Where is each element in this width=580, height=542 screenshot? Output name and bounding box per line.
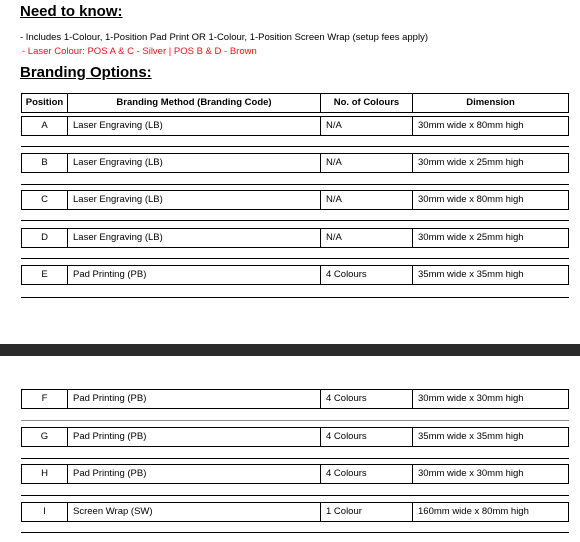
method-cell: Screen Wrap (SW) [67, 503, 320, 521]
column-header-colours: No. of Colours [320, 94, 412, 112]
colours-cell: 4 Colours [320, 465, 412, 483]
position-cell: I [21, 503, 67, 521]
table-row [21, 228, 569, 248]
table-row [21, 153, 569, 173]
dimension-cell: 35mm wide x 35mm high [412, 428, 569, 446]
dimension-cell: 30mm wide x 80mm high [412, 117, 569, 135]
colours-cell: 4 Colours [320, 428, 412, 446]
table-header-row [21, 93, 569, 113]
column-header-dimension: Dimension [412, 94, 569, 112]
table-row [21, 116, 569, 136]
method-cell: Pad Printing (PB) [67, 465, 320, 483]
colours-cell: N/A [320, 191, 412, 209]
colours-cell: 4 Colours [320, 390, 412, 408]
position-cell: E [21, 266, 67, 284]
dimension-cell: 30mm wide x 30mm high [412, 465, 569, 483]
colours-cell: 1 Colour [320, 503, 412, 521]
need-to-know-heading: Need to know: [20, 3, 123, 20]
colours-cell: N/A [320, 229, 412, 247]
colours-cell: N/A [320, 154, 412, 172]
method-cell: Laser Engraving (LB) [67, 117, 320, 135]
laser-colour-note: - Laser Colour: POS A & C - Silver | POS B & D - Brown [22, 46, 257, 57]
position-cell: C [21, 191, 67, 209]
dimension-cell: 30mm wide x 30mm high [412, 390, 569, 408]
column-header-position: Position [21, 94, 67, 112]
method-cell: Laser Engraving (LB) [67, 154, 320, 172]
table-row [21, 389, 569, 409]
position-cell: H [21, 465, 67, 483]
row-separator [21, 258, 569, 259]
row-separator [21, 297, 569, 298]
row-separator [21, 184, 569, 185]
row-separator [21, 458, 569, 459]
table-row [21, 427, 569, 447]
table-row [21, 265, 569, 285]
dimension-cell: 30mm wide x 25mm high [412, 154, 569, 172]
row-separator [21, 495, 569, 496]
method-cell: Pad Printing (PB) [67, 266, 320, 284]
dimension-cell: 35mm wide x 35mm high [412, 266, 569, 284]
position-cell: D [21, 229, 67, 247]
method-cell: Laser Engraving (LB) [67, 229, 320, 247]
position-cell: G [21, 428, 67, 446]
branding-options-heading: Branding Options: [20, 64, 152, 81]
position-cell: A [21, 117, 67, 135]
colours-cell: N/A [320, 117, 412, 135]
dimension-cell: 30mm wide x 25mm high [412, 229, 569, 247]
table-row [21, 502, 569, 522]
method-cell: Pad Printing (PB) [67, 390, 320, 408]
column-header-method: Branding Method (Branding Code) [67, 94, 320, 112]
includes-note: - Includes 1-Colour, 1-Position Pad Print OR 1-Colour, 1-Position Screen Wrap (setup fees apply) [20, 32, 428, 43]
dimension-cell: 160mm wide x 80mm high [412, 503, 569, 521]
row-separator [21, 532, 569, 533]
dimension-cell: 30mm wide x 80mm high [412, 191, 569, 209]
row-separator [21, 420, 569, 421]
row-separator [21, 146, 569, 147]
position-cell: B [21, 154, 67, 172]
table-row [21, 464, 569, 484]
page-break-band [0, 344, 580, 356]
method-cell: Laser Engraving (LB) [67, 191, 320, 209]
colours-cell: 4 Colours [320, 266, 412, 284]
table-row [21, 190, 569, 210]
position-cell: F [21, 390, 67, 408]
method-cell: Pad Printing (PB) [67, 428, 320, 446]
row-separator [21, 220, 569, 221]
